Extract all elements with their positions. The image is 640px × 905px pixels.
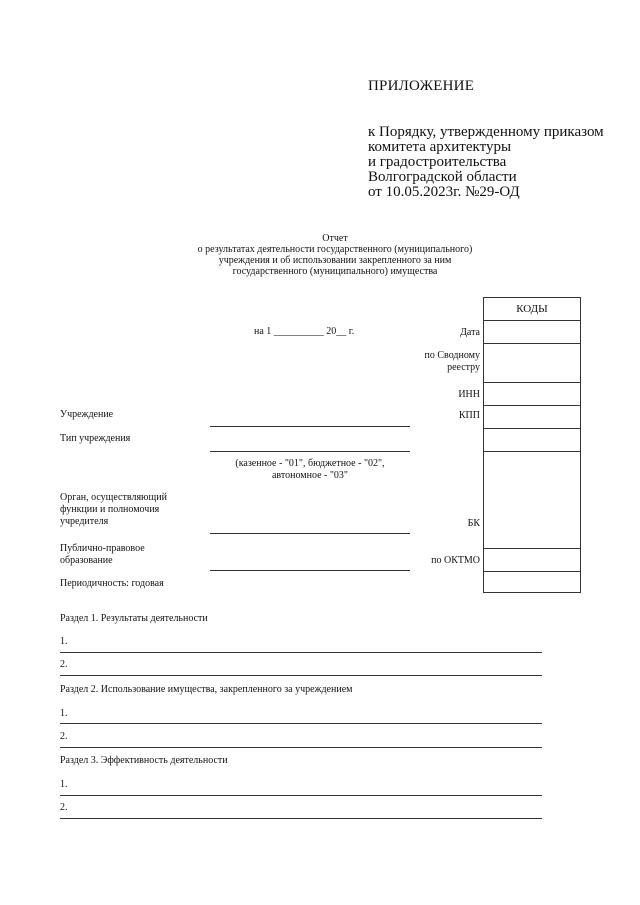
codes-row-bk[interactable] [484,451,580,452]
institution-type-hint [210,458,410,482]
codes-row-periodicity[interactable] [484,571,580,572]
codes-row-kpp[interactable] [484,405,580,406]
institution-type-hint-2: автономное - "03" [271,470,349,481]
label-founder-organ [60,492,167,528]
codes-row-oktmo[interactable] [484,548,580,549]
section-2-line-1[interactable] [60,723,542,724]
appendix-reference [368,125,604,200]
public-entity-input-line[interactable] [210,570,410,571]
section-2-item-1: 1. [60,708,68,719]
label-institution-type: Тип учреждения [60,433,131,444]
section-2-title: Раздел 2. Использование имущества, закрепленного за учреждением [60,684,353,695]
label-date: Дата [460,327,480,338]
codes-row-blank[interactable] [484,428,580,429]
appendix-line-5: от 10.05.2023г. №29-ОД [368,184,520,200]
label-public-entity-2: образование [60,555,113,566]
appendix-line-2: комитета архитектуры [368,139,512,155]
codes-row-inn[interactable] [484,382,580,383]
report-date-line[interactable]: на 1 __________ 20__ г. [254,326,355,337]
section-2-line-2[interactable] [60,747,542,748]
codes-table [483,297,581,593]
section-3-line-2[interactable] [60,818,542,819]
label-oktmo: по ОКТМО [431,555,480,566]
label-bk: БК [467,518,480,529]
codes-header: КОДЫ [516,303,548,315]
codes-row-registry[interactable] [484,343,580,344]
label-founder-organ-1: Орган, осуществляющий [60,492,167,503]
report-title-line-3: учреждения и об использовании закрепленного за ним [218,255,452,266]
label-kpp: КПП [458,410,480,421]
section-1-item-1: 1. [60,636,68,647]
label-inn: ИНН [458,389,480,400]
institution-input-line[interactable] [210,426,410,427]
label-registry-1: по Сводному [424,350,480,361]
section-1-line-2[interactable] [60,675,542,676]
appendix-title: ПРИЛОЖЕНИЕ [368,78,475,94]
section-1-line-1[interactable] [60,652,542,653]
codes-row-date[interactable] [484,320,580,321]
section-2-item-2: 2. [60,731,68,742]
report-title [170,233,500,277]
report-title-line-4: государственного (муниципального) имущества [232,266,438,277]
founder-organ-input-line[interactable] [210,533,410,534]
label-periodicity: Периодичность: годовая [60,578,164,589]
section-3-title: Раздел 3. Эффективность деятельности [60,755,228,766]
section-3-item-2: 2. [60,802,68,813]
section-3-line-1[interactable] [60,795,542,796]
institution-type-hint-1: (казенное - "01", бюджетное - "02", [235,458,385,469]
label-public-entity-1: Публично-правовое [60,543,145,554]
label-founder-organ-2: функции и полномочия [60,504,160,515]
label-public-entity [60,543,145,567]
report-title-line-2: о результатах деятельности государственного (муниципального) [197,244,473,255]
report-title-line-1: Отчет [322,233,348,244]
appendix-line-1: к Порядку, утвержденному приказом [368,124,604,140]
label-institution: Учреждение [60,409,114,420]
section-1-item-2: 2. [60,659,68,670]
label-registry-2: реестру [447,362,480,373]
section-1-title: Раздел 1. Результаты деятельности [60,613,208,624]
section-3-item-1: 1. [60,779,68,790]
institution-type-input-line[interactable] [210,451,410,452]
label-founder-organ-3: учредителя [60,516,109,527]
appendix-line-4: Волгоградской области [368,169,517,185]
appendix-line-3: и градостроительства [368,154,507,170]
